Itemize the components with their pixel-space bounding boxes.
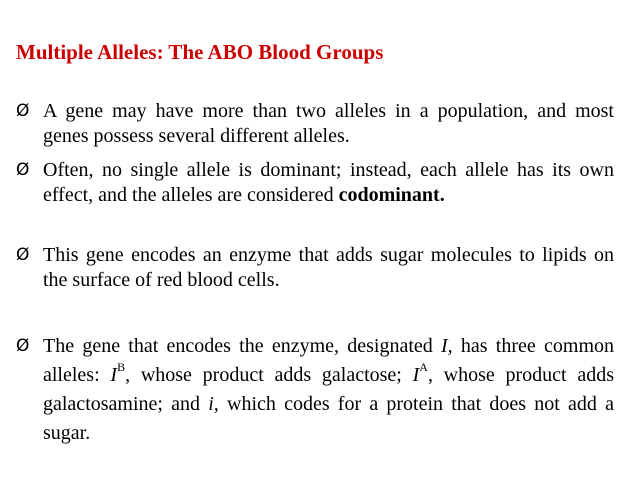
codominant-term: codominant.: [338, 184, 445, 206]
bullet-text: A gene may have more than two alleles in a population, and most genes possess several different alleles.: [43, 100, 614, 147]
bullet-4: [16, 332, 614, 448]
bullet-3: [16, 243, 614, 293]
bullet-2: [16, 158, 614, 208]
arrow-bullet-icon: Ø: [16, 160, 30, 180]
bullet-text: [43, 332, 614, 448]
arrow-bullet-icon: Ø: [16, 101, 30, 121]
allele-ib: I: [110, 364, 118, 386]
slide-title: Multiple Alleles: The ABO Blood Groups: [16, 40, 384, 64]
text-span: has three common alleles:: [43, 335, 614, 386]
arrow-bullet-icon: Ø: [16, 245, 30, 265]
bullet-text: [43, 158, 614, 208]
gene-symbol: I,: [441, 335, 453, 357]
text-span: which codes for a protein that does not add a sugar.: [43, 393, 614, 444]
bullet-text-plain: Often, no single allele is dominant; instead, each allele has its own effect, and the alleles are considered: [43, 159, 614, 206]
bullet-text: This gene encodes an enzyme that adds sugar molecules to lipids on the surface of red blood cells.: [43, 244, 614, 291]
allele-ia: I: [412, 364, 420, 386]
text-span: , whose product adds galactosamine; and: [43, 364, 615, 415]
allele-i: i,: [208, 393, 219, 415]
allele-ia-sup: A: [419, 360, 428, 375]
allele-ib-sup: B: [117, 360, 126, 375]
text-span: The gene that encodes the enzyme, designated: [43, 335, 442, 357]
arrow-bullet-icon: Ø: [16, 336, 30, 356]
text-span: , whose product adds galactose;: [125, 364, 413, 386]
bullet-1: [16, 99, 614, 149]
